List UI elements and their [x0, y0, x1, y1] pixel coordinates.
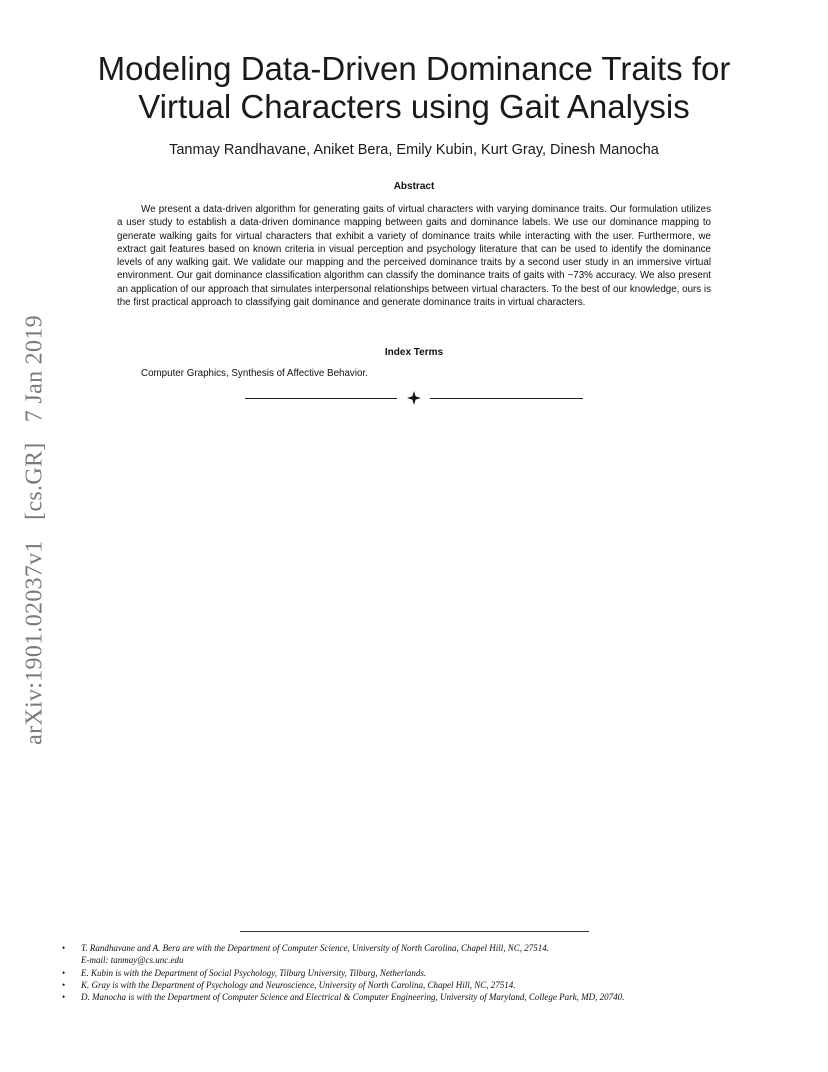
footnote-item	[62, 991, 782, 1003]
footnote-text: D. Manocha is with the Department of Computer Science and Electrical & Computer Engineering, University of Maryland, College Park, MD, 20740.	[81, 992, 625, 1003]
index-terms-heading: Index Terms	[384, 347, 444, 358]
arxiv-id: arXiv:1901.02037v1	[21, 540, 48, 745]
footnote-text: T. Randhavane and A. Bera are with the Department of Computer Science, University of North Carolina, Chapel Hill, NC, 27514.	[81, 943, 549, 953]
arxiv-category: [cs.GR]	[21, 442, 48, 520]
title-line-1: Modeling Data-Driven Dominance Traits for	[97, 50, 731, 87]
separator-line-right	[430, 398, 583, 399]
footnote-list	[62, 942, 782, 1003]
section-separator	[245, 391, 583, 405]
footnote-text: K. Gray is with the Department of Psychology and Neuroscience, University of North Carolina, Chapel Hill, NC, 27514.	[81, 979, 516, 990]
arxiv-stamp	[22, 301, 49, 745]
title-line-2: Virtual Characters using Gait Analysis	[138, 88, 690, 125]
footnote-item	[62, 979, 782, 991]
footnote-item	[62, 967, 782, 979]
arxiv-date: 7 Jan 2019	[21, 315, 48, 423]
index-terms-text: Computer Graphics, Synthesis of Affective Behavior.	[141, 368, 368, 379]
paper-title	[60, 50, 768, 126]
footnote-item	[62, 942, 782, 967]
abstract-text: We present a data-driven algorithm for generating gaits of virtual characters with varying dominance traits. Our formulation utilizes a user study to establish a data-driven dominance mapping between gaits and dominance labels. We use our dominance mapping to generate walking gaits for virtual characters that exhibit a variety of dominance traits while interacting with the user. Furthermore, we extract gait features based on known criteria in visual perception and psychology literature that can be used to identify the dominance levels of any walking gait. We validate our mapping and the perceived dominance traits by a second user study in an immersive virtual environment. Our gait dominance classification algorithm can classify the dominance traits of gaits with ~73% accuracy. We also present an application of our approach that simulates interpersonal relationships between virtual characters. To the best of our knowledge, ours is the first practical approach to classifying gait dominance and generate dominance traits in virtual characters.	[117, 204, 711, 309]
bullet-icon: •	[62, 979, 66, 990]
footnote-email: E-mail: tanmay@cs.unc.edu	[81, 955, 184, 966]
bullet-icon: •	[62, 943, 66, 953]
four-point-star-icon	[407, 391, 421, 405]
separator-line-left	[245, 398, 397, 399]
bullet-icon: •	[62, 992, 66, 1003]
bullet-icon: •	[62, 967, 66, 978]
abstract-heading: Abstract	[393, 181, 435, 192]
author-list: Tanmay Randhavane, Aniket Bera, Emily Kubin, Kurt Gray, Dinesh Manocha	[169, 142, 659, 158]
footnote-rule	[240, 931, 589, 932]
footnote-text: E. Kubin is with the Department of Social Psychology, Tilburg University, Tilburg, Netherlands.	[81, 967, 427, 978]
